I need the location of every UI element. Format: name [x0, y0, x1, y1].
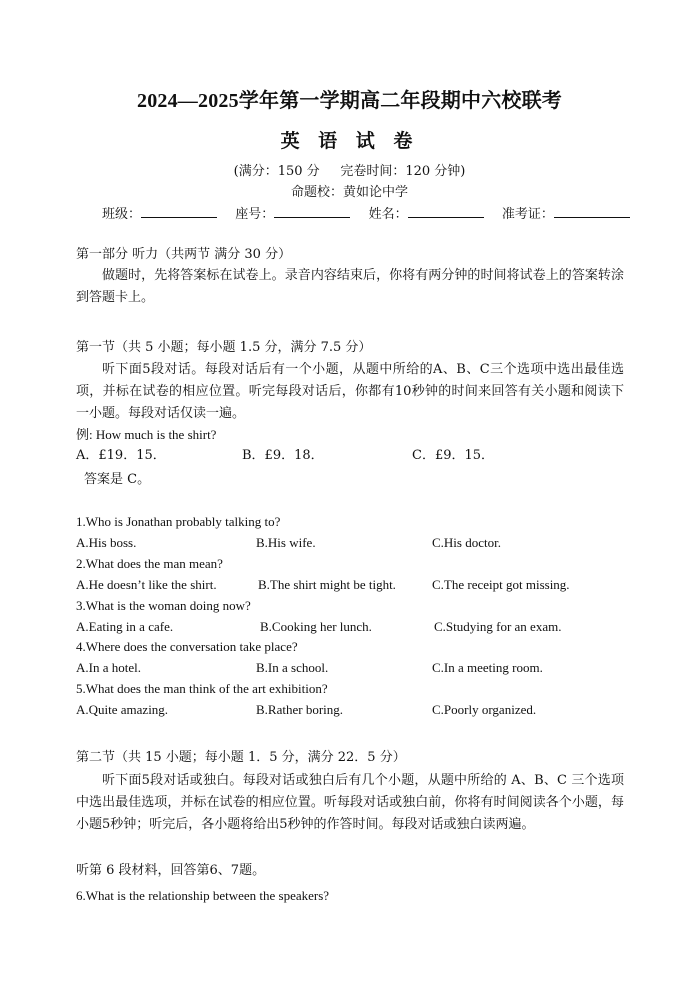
- part1-instruction: 做题时，先将答案标在试卷上。录音内容结束后，你将有两分钟的时间将试卷上的答案转涂到答题卡上。: [76, 268, 624, 305]
- q5-option-a[interactable]: A.Quite amazing.: [76, 702, 169, 717]
- example-question: 例: How much is the shirt?: [76, 427, 217, 442]
- seat-field-label: 座号：: [235, 207, 275, 222]
- student-info-fields: [102, 203, 622, 222]
- section1-heading: 第一节（共 5 小题；每小题 1.5 分，满分 7.5 分）: [76, 340, 372, 355]
- q1-option-c[interactable]: C.His doctor.: [432, 535, 501, 550]
- name-field-blank[interactable]: [408, 205, 484, 218]
- question-4: 4.Where does the conversation take place?: [76, 639, 298, 654]
- material-6-instruction: 听第 6 段材料，回答第6、7题。: [76, 863, 266, 878]
- q3-option-a[interactable]: A.Eating in a cafe.: [76, 619, 174, 634]
- q3-option-b[interactable]: B.Cooking her lunch.: [260, 619, 372, 634]
- class-field-blank[interactable]: [141, 205, 217, 218]
- q4-option-a[interactable]: A.In a hotel.: [76, 660, 141, 675]
- q2-option-c[interactable]: C.The receipt got missing.: [432, 577, 570, 592]
- question-1: 1.Who is Jonathan probably talking to?: [76, 514, 281, 529]
- q1-option-b[interactable]: B.His wife.: [256, 535, 316, 550]
- seat-field-blank[interactable]: [274, 205, 350, 218]
- example-option-b: B．£9．18．: [242, 448, 324, 463]
- question-6: 6.What is the relationship between the speakers?: [76, 888, 330, 903]
- part1-heading: 第一部分 听力（共两节 满分 30 分）: [76, 247, 292, 262]
- q4-option-c[interactable]: C.In a meeting room.: [432, 660, 543, 675]
- question-5: 5.What does the man think of the art exhibition?: [76, 681, 328, 696]
- exam-title: 2024—2025学年第一学期高二年段期中六校联考: [137, 90, 562, 112]
- section2-heading: 第二节（共 15 小题；每小题 1．5 分，满分 22．5 分）: [76, 750, 406, 765]
- question-2: 2.What does the man mean?: [76, 556, 223, 571]
- q4-option-b[interactable]: B.In a school.: [256, 660, 329, 675]
- section2-instruction: 听下面5段对话或独白。每段对话或独白后有几个小题，从题中所给的 A、B、C 三个选项中选出最佳选项，并标在试卷的相应位置。听每段对话或独白前，你将有时间阅读各个小题，每小题5秒钟；听完后，各小题将给出5秒钟的作答时间。每段对话或独白读两遍。: [76, 773, 624, 832]
- score-time-info: (满分：150 分 完卷时间：120 分钟): [233, 164, 466, 179]
- q3-option-c[interactable]: C.Studying for an exam.: [434, 619, 562, 634]
- name-field-label: 姓名：: [368, 207, 408, 222]
- q5-option-c[interactable]: C.Poorly organized.: [432, 702, 537, 717]
- example-option-c: C．£9．15．: [412, 448, 495, 463]
- exam-subtitle: 英 语 试 卷: [280, 130, 419, 152]
- example-answer: 答案是 C。: [84, 472, 151, 487]
- ticket-field-blank[interactable]: [554, 205, 630, 218]
- q5-option-b[interactable]: B.Rather boring.: [256, 702, 344, 717]
- question-3: 3.What is the woman doing now?: [76, 598, 251, 613]
- setter-school: 命题校：黄如论中学: [290, 185, 408, 200]
- q2-option-a[interactable]: A.He doesn’t like the shirt.: [76, 577, 217, 592]
- ticket-field-label: 准考证：: [501, 207, 554, 222]
- example-option-a: A．£19．15．: [76, 448, 166, 463]
- section1-instruction: 听下面5段对话。每段对话后有一个小题，从题中所给的A、B、C三个选项中选出最佳选项，并标在试卷的相应位置。听完每段对话后，你都有10秒钟的时间来回答有关小题和阅读下一小题。每段对话仅读一遍。: [76, 362, 624, 421]
- q1-option-a[interactable]: A.His boss.: [76, 535, 137, 550]
- q2-option-b[interactable]: B.The shirt might be tight.: [258, 577, 396, 592]
- class-field-label: 班级：: [102, 207, 142, 222]
